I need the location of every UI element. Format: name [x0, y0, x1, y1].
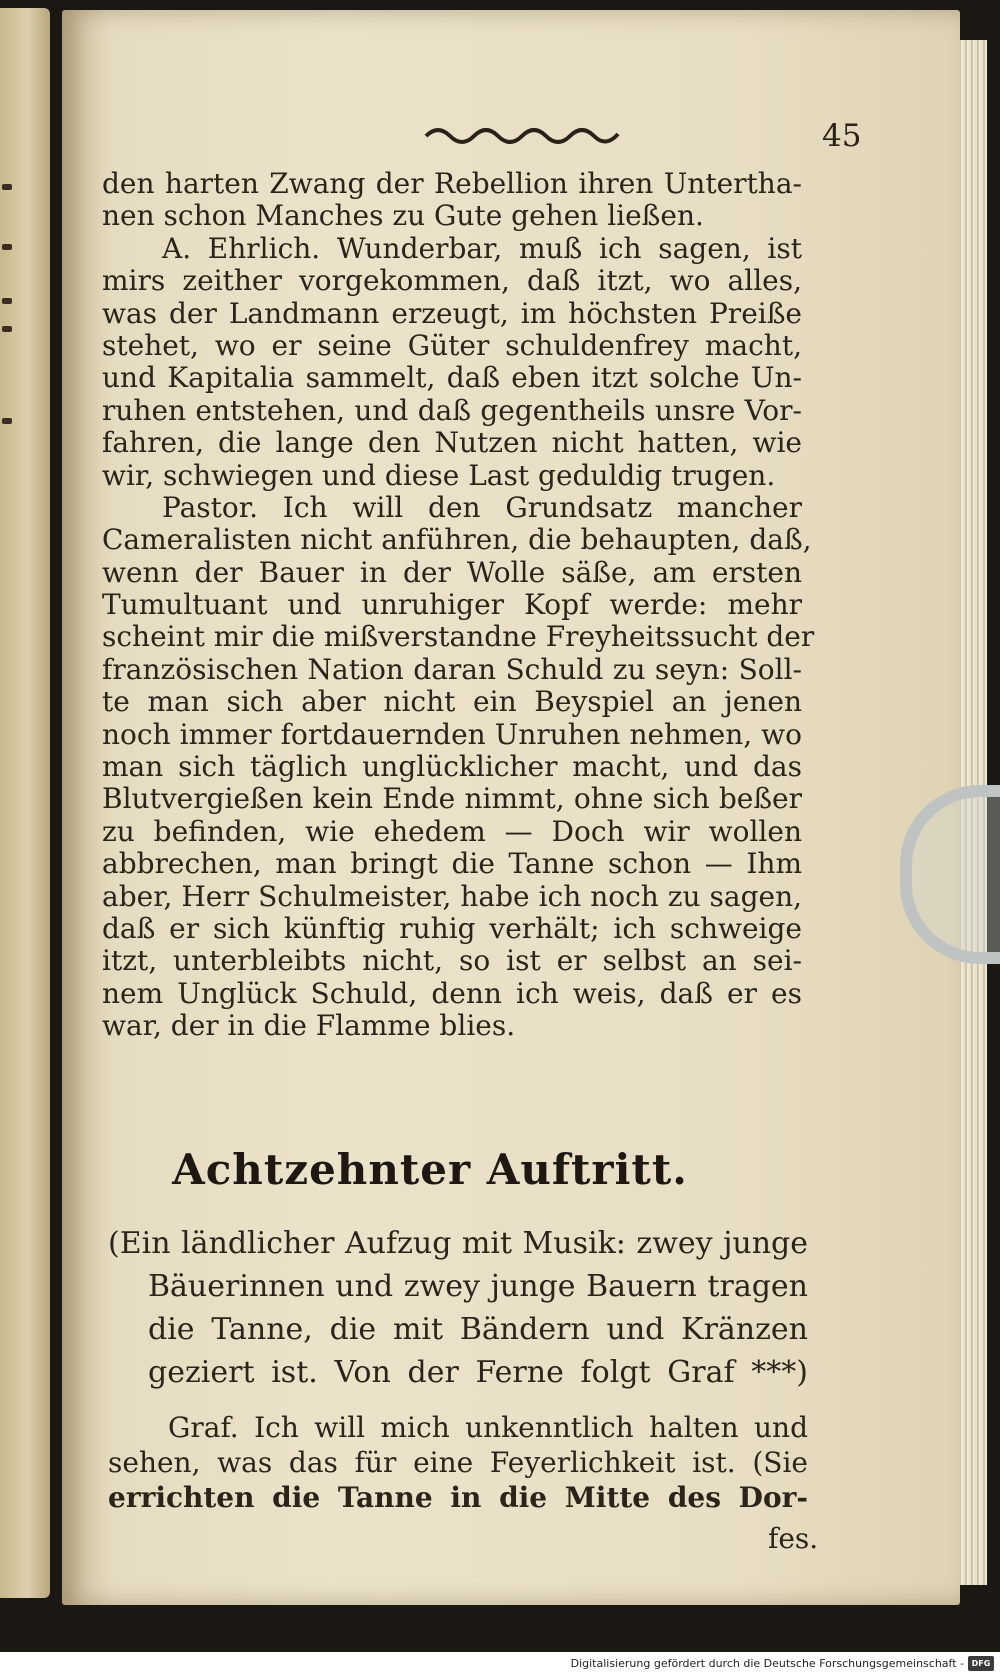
text-line: französischen Nation daran Schuld zu seyn: Soll- — [102, 652, 802, 686]
text-line: mirs zeither vorgekommen, daß itzt, wo alles, — [102, 264, 802, 298]
text-line: was der Landmann erzeugt, im höchsten Preiße — [102, 296, 802, 330]
text-line: noch immer fortdauernden Unruhen nehmen, wo — [102, 717, 802, 751]
facing-page-mark — [2, 418, 12, 424]
text-line: Blutvergießen kein Ende nimmt, ohne sich beßer — [102, 782, 802, 816]
text-line: itzt, unterbleibts nicht, so ist er selbst an sei- — [102, 944, 802, 978]
text-line: te man sich aber nicht ein Beyspiel an jenen — [102, 685, 802, 719]
text-line: ruhen entstehen, und daß gegentheils unsre Vor- — [102, 393, 802, 427]
text-line: fahren, die lange den Nutzen nicht hatten, wie — [102, 426, 802, 460]
dfg-logo-icon: DFG — [968, 1656, 994, 1671]
text-line: wenn der Bauer in der Wolle säße, am ersten — [102, 555, 802, 589]
stage-direction — [108, 1222, 808, 1394]
text-line: zu befinden, wie ehedem — Doch wir wollen — [102, 814, 802, 848]
text-line: wir, schwiegen und diese Last geduldig trugen. — [102, 458, 776, 492]
facing-page-edge — [0, 8, 50, 1598]
dialog-line: Graf. Ich will mich unkenntlich halten und — [168, 1411, 808, 1444]
facing-page-mark — [2, 184, 12, 190]
footer-credit: Digitalisierung gefördert durch die Deutsche Forschungsgemeinschaft - — [570, 1657, 964, 1670]
facing-page-mark — [2, 298, 12, 304]
text-line: A. Ehrlich. Wunderbar, muß ich sagen, ist — [162, 231, 802, 265]
text-line: nen schon Manches zu Gute gehen ließen. — [102, 199, 704, 233]
text-line: nem Unglück Schuld, denn ich weis, daß er es — [102, 976, 802, 1010]
text-line: den harten Zwang der Rebellion ihren Untertha- — [102, 167, 802, 200]
stage-line: geziert ist. Von der Ferne folgt Graf ***) — [148, 1355, 808, 1390]
text-line: abbrechen, man bringt die Tanne schon — Ihm — [102, 847, 802, 881]
body-text — [102, 167, 815, 1043]
dialog-text — [108, 1410, 808, 1515]
facing-page-mark — [2, 326, 12, 332]
stage-line: die Tanne, die mit Bändern und Kränzen — [148, 1312, 808, 1347]
text-line: man sich täglich unglücklicher macht, und das — [102, 750, 802, 784]
page-number: 45 — [822, 118, 862, 154]
text-line: Tumultuant und unruhiger Kopf werde: mehr — [102, 588, 802, 622]
dialog-line: sehen, was das für eine Feyerlichkeit ist. (Sie — [108, 1446, 808, 1479]
stage-line: Bäuerinnen und zwey junge Bauern tragen — [148, 1269, 808, 1304]
catchword: fes. — [768, 1522, 819, 1555]
dialog-line: errichten die Tanne in die Mitte des Dor- — [108, 1481, 808, 1514]
text-line: Cameralisten nicht anführen, die behaupten, daß, — [102, 523, 812, 557]
text-line: daß er sich künftig ruhig verhält; ich schweige — [102, 911, 802, 945]
text-line: stehet, wo er seine Güter schuldenfrey macht, — [102, 328, 802, 362]
text-line: scheint mir die mißverstandne Freyheitssucht der — [102, 620, 815, 654]
stage-line: (Ein ländlicher Aufzug mit Musik: zwey junge — [108, 1226, 808, 1261]
text-line: und Kapitalia sammelt, daß eben itzt solche Un- — [102, 361, 802, 395]
text-line: aber, Herr Schulmeister, habe ich noch zu sagen, — [102, 879, 802, 913]
text-line: Pastor. Ich will den Grundsatz mancher — [162, 490, 802, 524]
scene-heading: Achtzehnter Auftritt. — [172, 1145, 688, 1194]
text-line: war, der in die Flamme blies. — [102, 1009, 516, 1043]
header-ornament — [422, 120, 622, 146]
facing-page-mark — [2, 244, 12, 250]
